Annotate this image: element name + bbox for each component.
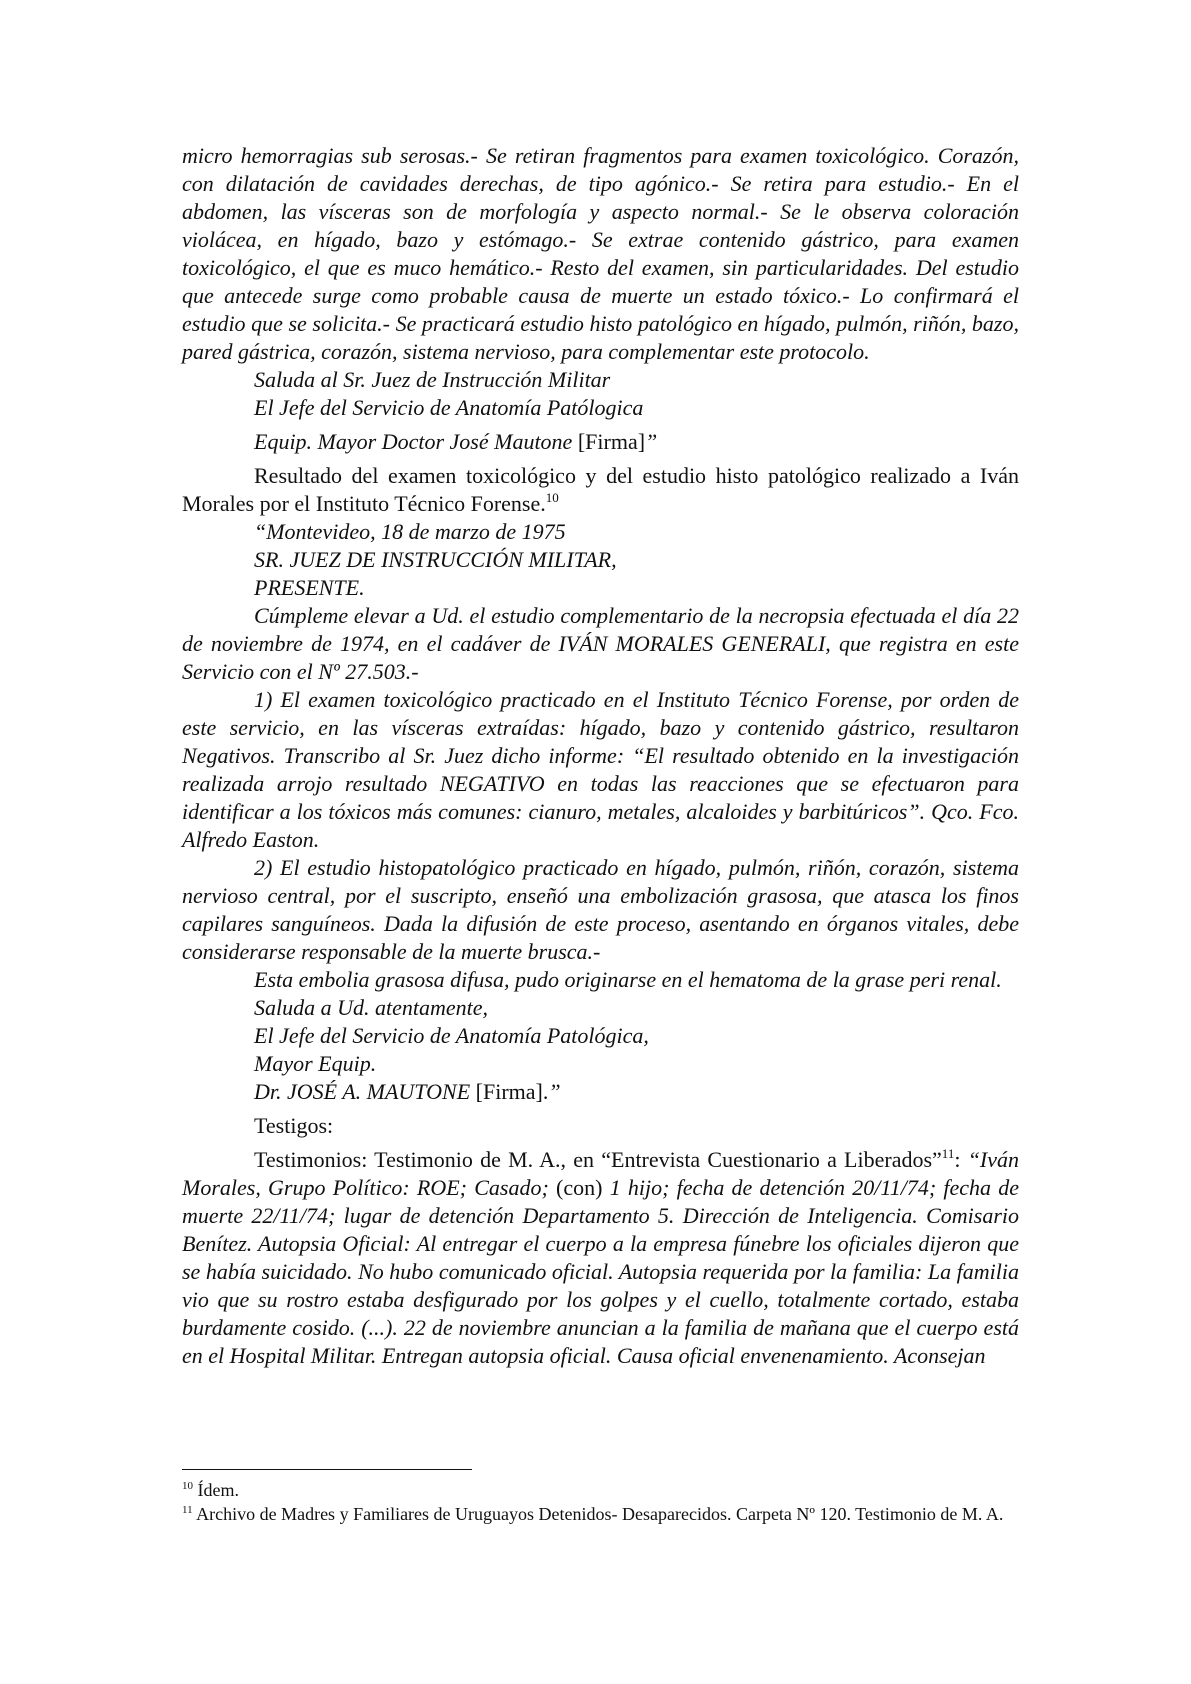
signature2-salutation: Saluda a Ud. atentamente,	[254, 995, 489, 1020]
footnote-text: Archivo de Madres y Familiares de Uruguayos Detenidos- Desaparecidos. Carpeta Nº 120. Testimonio de M. A.	[196, 1504, 1004, 1524]
testimonios-lead: Testimonios: Testimonio de M. A., en “Entrevista Cuestionario a Liberados”	[254, 1147, 942, 1172]
testimonios-colon: :	[954, 1147, 961, 1172]
firma2-mark: [Firma].	[475, 1079, 549, 1104]
signature-name: Equip. Mayor Doctor José Mautone	[254, 429, 573, 454]
footnote-number: 11	[182, 1504, 193, 1516]
testigos-heading: Testigos:	[254, 1113, 334, 1138]
letter-presente: PRESENTE.	[254, 575, 365, 600]
signature-title: El Jefe del Servicio de Anatomía Patólogica	[254, 395, 644, 420]
footnote-divider	[182, 1469, 472, 1470]
testimony-quote-con: (con)	[556, 1175, 603, 1200]
closing-quote: ”	[645, 429, 658, 454]
result-heading-paragraph	[182, 462, 1019, 518]
testimony-quote-b: 1 hijo; fecha de detención 20/11/74; fecha de muerte 22/11/74; lugar de detención Departamento 5. Dirección de Inteligencia. Comisario Benítez. Autopsia Oficial: Al entregar el cuerpo a la empresa fúnebre los oficiales dijeron que se había suicidado. No hubo comunicado oficial. Autopsia requerida por la familia: La familia vio que su rostro estaba desfigurado por los golpes y el cuello, totalmente cortado, estaba burdamente cosido. (...). 22 de noviembre anuncian a la familia de mañana que el cuerpo está en el Hospital Militar. Entregan autopsia oficial. Causa oficial envenenamiento. Aconsejan	[182, 1175, 1020, 1368]
footnotes	[182, 1479, 1019, 1527]
result-heading-text: Resultado del examen toxicológico y del estudio histo patológico realizado a Iván Morales por el Instituto Técnico Forense.	[182, 463, 1019, 516]
signature-name-line	[182, 428, 1019, 456]
letter-recipient: SR. JUEZ DE INSTRUCCIÓN MILITAR,	[254, 547, 617, 572]
signature2-name: Dr. JOSÉ A. MAUTONE	[254, 1079, 471, 1104]
footnote-text: Ídem.	[197, 1480, 239, 1500]
signature-salutation: Saluda al Sr. Juez de Instrucción Militar	[254, 367, 611, 392]
autopsy-report-paragraph: micro hemorragias sub serosas.- Se retiran fragmentos para examen toxicológico. Corazón, con dilatación de cavidades derechas, de tipo agónico.- Se retira para estudio.- En el abdomen, las vísceras son de morfología y aspecto normal.- Se le observa coloración violácea, en hígado, bazo y estómago.- Se extrae contenido gástrico, para examen toxicológico, el que es muco hemático.- Resto del examen, sin particularidades. Del estudio que antecede surge como probable causa de muerte un estado tóxico.- Lo confirmará el estudio que se solicita.- Se practicará estudio histo patológico en hígado, pulmón, riñón, bazo, pared gástrica, corazón, sistema nervioso, para complementar este protocolo.	[182, 143, 1019, 364]
letter-paragraph-histopathology: 2) El estudio histopatológico practicado en hígado, pulmón, riñón, corazón, sistema nervioso central, por el suscripto, enseñó una embolización grasosa, que atasca los finos capilares sanguíneos. Dada la difusión de este proceso, asentando en órganos vitales, debe considerarse responsable de la muerte brusca.-	[182, 855, 1019, 964]
footnote-ref-11[interactable]: 11	[941, 1146, 955, 1161]
firma-mark: [Firma]	[577, 429, 646, 454]
closing-quote-2: ”	[548, 1079, 561, 1104]
footnote-11	[182, 1503, 1019, 1525]
document-body	[182, 142, 1019, 1370]
letter-date: “Montevideo, 18 de marzo de 1975	[254, 519, 566, 544]
testimony-quote-a: “Iván Morales, Grupo Político: ROE; Casado;	[182, 1147, 1020, 1200]
letter-paragraph-intro: Cúmpleme elevar a Ud. el estudio complementario de la necropsia efectuada el día 22 de noviembre de 1974, en el cadáver de IVÁN MORALES GENERALI, que registra en este Servicio con el Nº 27.503.-	[182, 603, 1019, 684]
footnote-ref-10[interactable]: 10	[545, 490, 559, 505]
signature2-rank: Mayor Equip.	[254, 1051, 377, 1076]
letter-paragraph-embolism: Esta embolia grasosa difusa, pudo originarse en el hematoma de la grase peri renal.	[254, 967, 1002, 992]
signature2-name-line	[182, 1078, 1019, 1106]
testimonios-paragraph	[182, 1146, 1019, 1370]
signature2-title: El Jefe del Servicio de Anatomía Patológica,	[254, 1023, 649, 1048]
footnote-number: 10	[182, 1480, 193, 1492]
letter-paragraph-toxicology: 1) El examen toxicológico practicado en el Instituto Técnico Forense, por orden de este servicio, en las vísceras extraídas: hígado, bazo y contenido gástrico, resultaron Negativos. Transcribo al Sr. Juez dicho informe: “El resultado obtenido en la investigación realizada arrojo resultado NEGATIVO en todas las reacciones que se efectuaron para identificar a los tóxicos más comunes: cianuro, metales, alcaloides y barbitúricos”. Qco. Fco. Alfredo Easton.	[182, 687, 1019, 852]
footnote-10	[182, 1479, 1019, 1501]
